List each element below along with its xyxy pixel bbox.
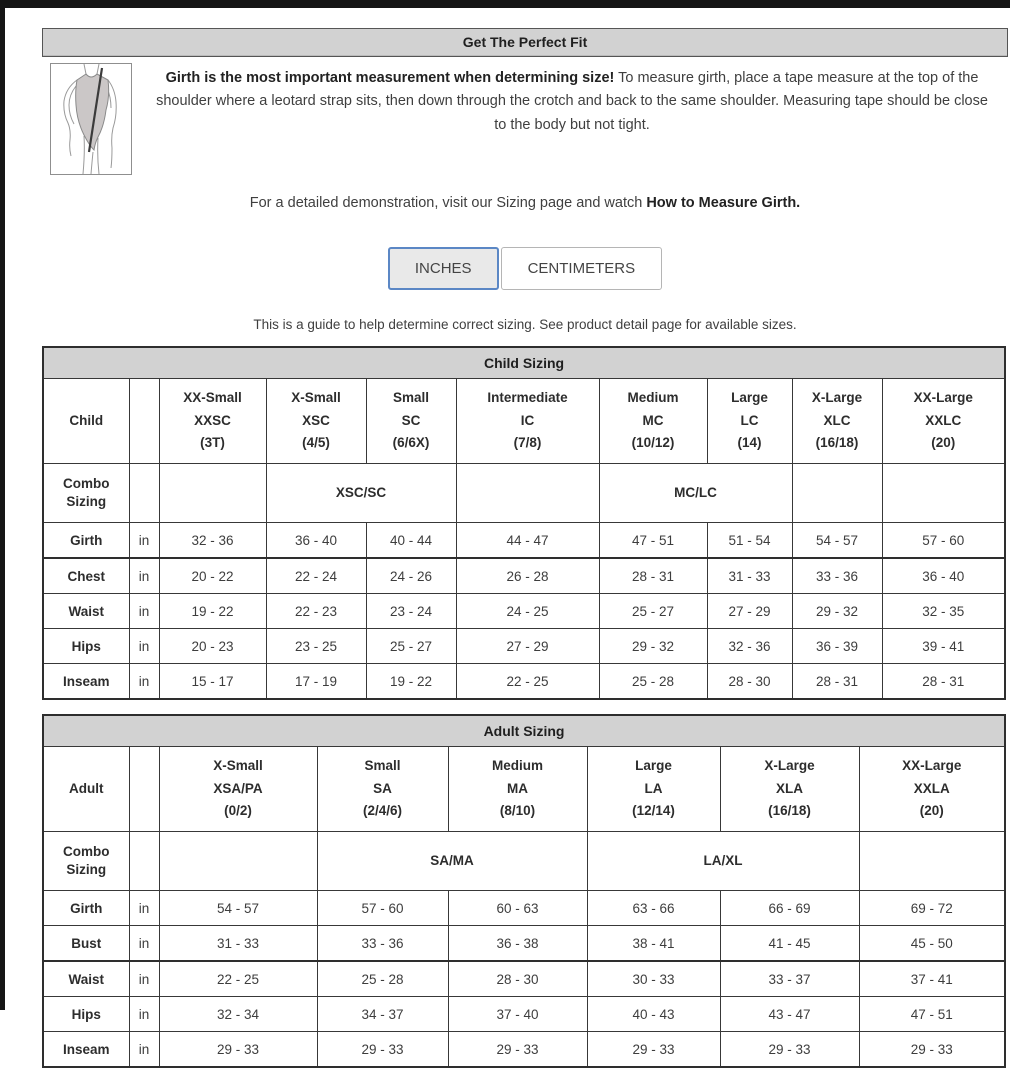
demo-note-emphasis: How to Measure Girth. — [646, 195, 801, 211]
guide-note: This is a guide to help determine correct sizing. See product detail page for available sizes. — [253, 317, 797, 332]
child-unit-header — [129, 379, 159, 464]
girth-instructions-body: To measure girth, place a tape measure at the top of the shoulder where a leotard strap sits, then down through the crotch and back to the same shoulder. Measuring tape should be close to the body but not tight. — [156, 70, 988, 133]
girth-intro-section — [42, 63, 1008, 175]
child-col-xxsc: XX-Small XXSC (3T) — [159, 379, 266, 464]
adult-inseam-row: Inseam in 29 - 33 29 - 33 29 - 33 29 - 33 29 - 33 29 - 33 — [43, 1032, 1005, 1068]
adult-hips-row: Hips in 32 - 34 34 - 37 37 - 40 40 - 43 43 - 47 47 - 51 — [43, 997, 1005, 1032]
adult-col-la: Large LA (12/14) — [587, 747, 720, 832]
child-sizing-table — [42, 346, 1006, 700]
adult-col-xxla: XX-Large XXLA (20) — [859, 747, 1005, 832]
child-hips-row: Hips in 20 - 23 23 - 25 25 - 27 27 - 29 29 - 32 32 - 36 36 - 39 39 - 41 — [43, 629, 1005, 664]
demo-note — [42, 195, 1008, 211]
child-table-title: Child Sizing — [43, 347, 1005, 379]
child-combo-xsc-sc: XSC/SC — [266, 464, 456, 523]
adult-col-xsa: X-Small XSA/PA (0/2) — [159, 747, 317, 832]
adult-girth-row: Girth in 54 - 57 57 - 60 60 - 63 63 - 66 66 - 69 69 - 72 — [43, 891, 1005, 926]
girth-instructions — [132, 63, 1008, 175]
adult-combo-la-xl: LA/XL — [587, 832, 859, 891]
adult-combo-sa-ma: SA/MA — [317, 832, 587, 891]
centimeters-button[interactable]: CENTIMETERS — [501, 247, 663, 290]
demo-note-text: For a detailed demonstration, visit our Sizing page and watch — [249, 195, 643, 211]
adult-col-xla: X-Large XLA (16/18) — [720, 747, 859, 832]
window-frame-left — [0, 0, 5, 1010]
adult-sizing-table — [42, 714, 1006, 1068]
child-label-cell: Child — [43, 379, 129, 464]
adult-combo-label: Combo Sizing — [43, 832, 129, 891]
adult-header-row — [43, 747, 1005, 832]
sizing-guide-page — [42, 8, 1008, 1068]
child-chest-row: Chest in 20 - 22 22 - 24 24 - 26 26 - 28 28 - 31 31 - 33 33 - 36 36 - 40 — [43, 558, 1005, 594]
adult-col-ma: Medium MA (8/10) — [448, 747, 587, 832]
girth-instructions-emphasis: Girth is the most important measurement when determining size! — [165, 70, 615, 86]
adult-combo-row — [43, 832, 1005, 891]
child-col-xxlc: XX-Large XXLC (20) — [882, 379, 1005, 464]
child-waist-row: Waist in 19 - 22 22 - 23 23 - 24 24 - 25 25 - 27 27 - 29 29 - 32 32 - 35 — [43, 594, 1005, 629]
child-girth-row: Girth in 32 - 36 36 - 40 40 - 44 44 - 47 47 - 51 51 - 54 54 - 57 57 - 60 — [43, 523, 1005, 559]
adult-unit-header — [129, 747, 159, 832]
window-frame-top — [0, 0, 1010, 8]
child-header-row — [43, 379, 1005, 464]
child-col-xsc: X-Small XSC (4/5) — [266, 379, 366, 464]
adult-table-title: Adult Sizing — [43, 715, 1005, 747]
child-inseam-row: Inseam in 15 - 17 17 - 19 19 - 22 22 - 25 25 - 28 28 - 30 28 - 31 28 - 31 — [43, 664, 1005, 700]
leotard-girth-diagram-icon — [51, 64, 131, 174]
child-col-mc: Medium MC (10/12) — [599, 379, 707, 464]
child-col-xlc: X-Large XLC (16/18) — [792, 379, 882, 464]
child-combo-row — [43, 464, 1005, 523]
child-combo-label: Combo Sizing — [43, 464, 129, 523]
leotard-girth-illustration — [50, 63, 132, 175]
child-combo-mc-lc: MC/LC — [599, 464, 792, 523]
adult-label-cell: Adult — [43, 747, 129, 832]
adult-bust-row: Bust in 31 - 33 33 - 36 36 - 38 38 - 41 41 - 45 45 - 50 — [43, 926, 1005, 962]
page-title: Get The Perfect Fit — [42, 28, 1008, 57]
unit-toggle — [42, 247, 1008, 290]
inches-button[interactable]: INCHES — [388, 247, 499, 290]
child-col-sc: Small SC (6/6X) — [366, 379, 456, 464]
adult-col-sa: Small SA (2/4/6) — [317, 747, 448, 832]
adult-waist-row: Waist in 22 - 25 25 - 28 28 - 30 30 - 33 33 - 37 37 - 41 — [43, 961, 1005, 997]
child-col-lc: Large LC (14) — [707, 379, 792, 464]
child-col-ic: Intermediate IC (7/8) — [456, 379, 599, 464]
